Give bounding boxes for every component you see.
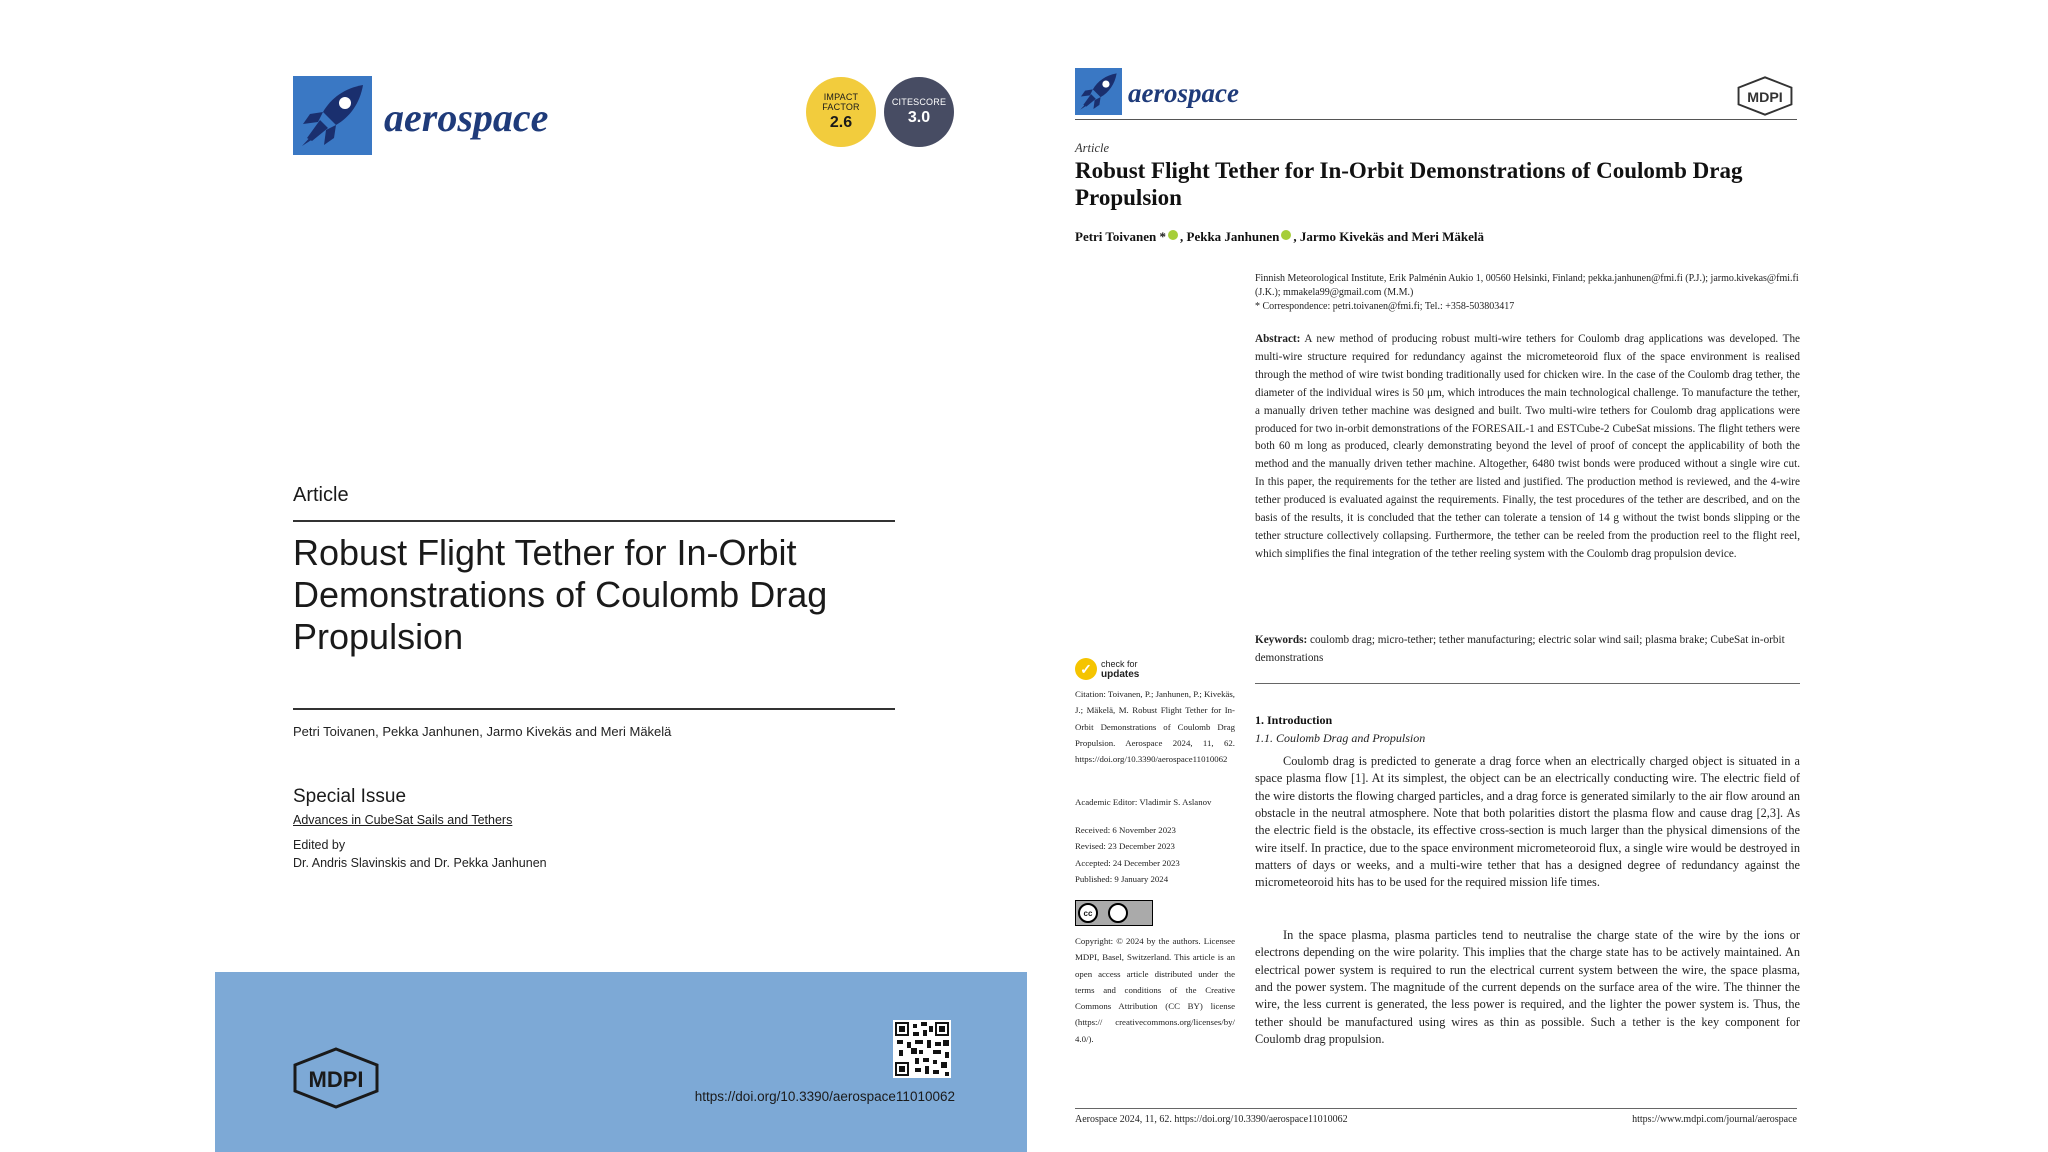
- journal-logo-small[interactable]: [1075, 68, 1239, 115]
- orcid-icon[interactable]: [1168, 230, 1178, 240]
- citescore-label: CITESCORE: [891, 97, 947, 107]
- abstract-label: Abstract:: [1255, 333, 1301, 345]
- mdpi-logo-small[interactable]: [1734, 76, 1796, 121]
- author-name: Petri Toivanen *: [1075, 229, 1167, 244]
- citescore-value: 3.0: [907, 109, 931, 126]
- rocket-icon: [1075, 68, 1122, 115]
- cc-by-license-icon[interactable]: [1075, 900, 1153, 926]
- check-for-updates-button[interactable]: [1075, 658, 1139, 680]
- academic-editor: Academic Editor: Vladimir S. Aslanov: [1075, 797, 1212, 807]
- cover-title: Robust Flight Tether for In-Orbit Demonstrations of Coulomb Drag Propulsion: [293, 532, 828, 657]
- abstract: [1255, 331, 1800, 564]
- author-name: , Pekka Janhunen: [1180, 229, 1280, 244]
- affiliation-block: [1255, 272, 1800, 314]
- rocket-icon: [293, 76, 372, 155]
- affiliation: Finnish Meteorological Institute, Erik Palménin Aukio 1, 00560 Helsinki, Finland; pekka.janhunen@fmi.fi (P.J.); jarmo.kivekas@fmi.fi (J.K.); mmakela99@gmail.com (M.M.): [1255, 273, 1799, 298]
- article-title: Robust Flight Tether for In-Orbit Demonstrations of Coulomb Drag Propulsion: [1075, 158, 1743, 210]
- editors: Dr. Andris Slavinskis and Dr. Pekka Janhunen: [293, 856, 547, 870]
- footer-journal-url[interactable]: https://www.mdpi.com/journal/aerospace: [1632, 1114, 1797, 1125]
- footer-divider: [1075, 1108, 1797, 1109]
- author-name: , Jarmo Kivekäs and Meri Mäkelä: [1293, 229, 1485, 244]
- cover-authors: Petri Toivanen, Pekka Janhunen, Jarmo Kivekäs and Meri Mäkelä: [293, 724, 672, 739]
- impact-factor-badge[interactable]: [806, 77, 876, 147]
- cover-page: [215, 0, 1027, 1152]
- keywords: [1255, 632, 1800, 668]
- abstract-text: A new method of producing robust multi-wire tethers for Coulomb drag applications was developed. The multi-wire structure required for redundancy against the micrometeoroid flux of the space environment is realised through the method of wire twist bonding traditionally used for chicken wire. In the case of the Coulomb drag tether, the diameter of the individual wires is 50 μm, which introduces the main technological challenge. To manufacture the tether, a manually driven tether machine was designed and built. Two multi-wire tethers for Coulomb drag applications were produced for two in-orbit demonstrations of the FORESAIL-1 and ESTCube-2 CubeSat missions. The flight tethers were both 60 m long as produced, clearly demonstrating beyond the level of proof of concept the applicability of both the method and the manually driven tether machine. Altogether, 6480 twist bonds were produced without a single wire cut. In this paper, the requirements for the tether are listed and justified. The production method is reviewed, and the 4-wire tether produced is evaluated against the requirements. Finally, the test procedures of the tether are described, and on the basis of the results, it is concluded that the tether can tolerate a tension of 14 g without the twist bonds slipping or the tether structure collectively collapsing. Furthermore, the tether can be reeled from the production reel to the flight reel, which simplifies the final integration of the tether reeling system with the Coulomb drag propulsion device.: [1255, 333, 1800, 560]
- mdpi-logo-text: MDPI: [1747, 89, 1783, 106]
- check-updates-line2: updates: [1101, 668, 1140, 680]
- impact-factor-value: 2.6: [829, 114, 853, 131]
- article-page: [1060, 0, 1820, 1152]
- date-received: Received: 6 November 2023: [1075, 825, 1176, 835]
- journal-logo[interactable]: [293, 76, 548, 155]
- subsection-heading: 1.1. Coulomb Drag and Propulsion: [1255, 731, 1426, 745]
- check-updates-label: [1101, 659, 1139, 680]
- date-published: Published: 9 January 2024: [1075, 873, 1169, 884]
- copyright: Copyright: © 2024 by the authors. Licensee MDPI, Basel, Switzerland. This article is an open access article distributed under the terms and conditions of the Creative Commons Attribution (CC BY) license (https:// creativecommons.org/licenses/by/ 4.0/).: [1075, 936, 1235, 1044]
- special-issue-heading: Special Issue: [293, 786, 407, 807]
- orcid-icon[interactable]: [1281, 230, 1291, 240]
- publication-dates: [1075, 822, 1235, 887]
- section-heading: 1. Introduction: [1255, 713, 1333, 727]
- article-type: Article: [293, 484, 349, 506]
- special-issue-link[interactable]: Advances in CubeSat Sails and Tethers: [293, 813, 513, 827]
- header-divider: [1075, 119, 1797, 120]
- cover-doi-link[interactable]: https://doi.org/10.3390/aerospace11010062: [694, 1089, 955, 1104]
- article-authors: [1075, 229, 1484, 245]
- keywords-label: Keywords:: [1255, 634, 1308, 646]
- date-accepted: Accepted: 24 December 2023: [1075, 857, 1180, 868]
- cover-footer: [215, 972, 1027, 1152]
- body-paragraph: In the space plasma, plasma particles tend to neutralise the charge state of the wire by the ions or electrons depending on the wire polarity. This implies that the charge state has to be actively maintained. An electrical power system is required to run the electrical current system between the wire, the space plasma, and the power system. The magnitude of the current depends on the surface area of the wire. The thinner the wire, the less current is generated, the less power is required, and the lighter the power system is. Thus, the tether should be manufactured using wires as thin as possible. Such a tether is the key component for Coulomb drag propulsion.: [1255, 928, 1800, 1047]
- impact-factor-label: IMPACT FACTOR: [822, 92, 860, 112]
- edited-by-label: Edited by: [293, 838, 346, 852]
- correspondence: * Correspondence: petri.toivanen@fmi.fi; Tel.: +358-503803417: [1255, 301, 1515, 312]
- journal-name: aerospace: [384, 95, 549, 140]
- mdpi-logo-text: MDPI: [308, 1067, 364, 1092]
- body-paragraph: Coulomb drag is predicted to generate a drag force when an electrically charged object is situated in a space plasma flow [1]. At its simplest, the object can be an electrically conducting wire. The electric field of the wire distorts the flowing charged particles, and a drag force is generated similarly to the air flow around an obstacle in the neutral atmosphere. Note that both polarities distort the plasma flow and cause drag [2,3]. As the electric field is the obstacle, its effective cross-section is much larger than the physical dimensions of the wire itself. In practice, due to the space environment micrometeoroid flux, a single wire would be destroyed in matters of days or weeks, and a multi-wire tether that has a designed degree of redundancy against the micrometeoroid hits has to be used for the required mission life times.: [1255, 754, 1800, 890]
- cc-icon: cc: [1078, 903, 1098, 923]
- citation: Citation: Toivanen, P.; Janhunen, P.; Kivekäs, J.; Mäkelä, M. Robust Flight Tether for In-Orbit Demonstrations of Coulomb Drag Propulsion. Aerospace 2024, 11, 62. https://doi.org/10.3390/aerospace11010062: [1075, 689, 1236, 765]
- checkmark-icon: ✓: [1075, 658, 1097, 680]
- check-updates-line1: check for: [1101, 658, 1138, 669]
- citescore-badge[interactable]: [884, 77, 954, 147]
- mdpi-logo[interactable]: [291, 1047, 381, 1114]
- divider: [293, 520, 895, 522]
- date-revised: Revised: 23 December 2023: [1075, 841, 1175, 852]
- divider: [293, 708, 895, 710]
- keywords-divider: [1255, 683, 1800, 684]
- keywords-text: coulomb drag; micro-tether; tether manufacturing; electric solar wind sail; plasma brake; CubeSat in-orbit demonstrations: [1255, 634, 1785, 664]
- by-person-icon: [1108, 903, 1128, 923]
- journal-name: aerospace: [1128, 78, 1239, 108]
- qr-code-icon[interactable]: [893, 1020, 951, 1078]
- footer-citation[interactable]: Aerospace 2024, 11, 62. https://doi.org/10.3390/aerospace11010062: [1075, 1114, 1348, 1125]
- article-type: Article: [1075, 141, 1110, 155]
